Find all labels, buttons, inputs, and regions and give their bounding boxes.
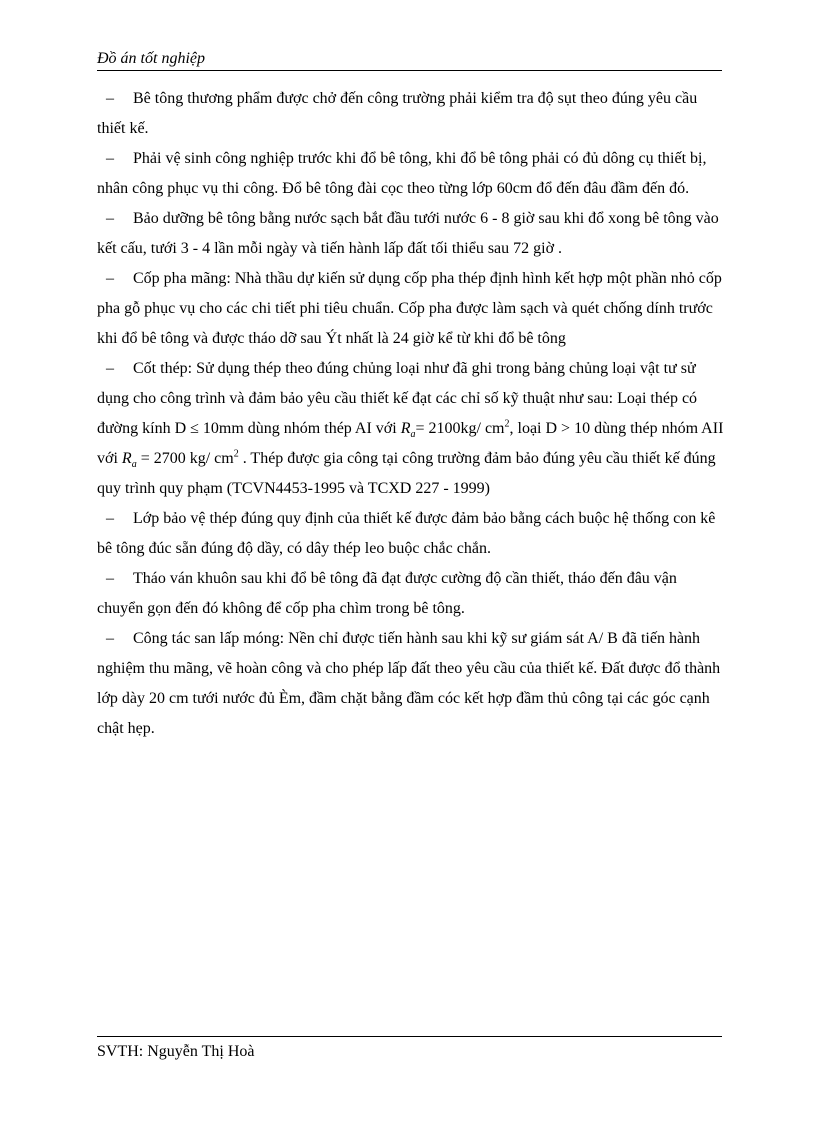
paragraph-text: , loại D > 10 dùng thép nhóm AII với <box>97 420 724 467</box>
paragraph-cover-layer <box>97 504 725 564</box>
bullet-dash: – <box>106 210 114 227</box>
document-body <box>97 84 725 744</box>
header-divider <box>97 70 722 71</box>
superscript: 2 <box>233 448 239 460</box>
paragraph-formwork <box>97 264 725 354</box>
paragraph-text: Tháo ván khuôn sau khi đổ bê tông đã đạt được cường độ cần thiết, tháo đến đâu vận chuyển gọn đến đó không để cốp pha chìm trong bê tông. <box>97 570 677 617</box>
bullet-dash: – <box>106 270 114 287</box>
paragraph-text: Lớp bảo vệ thép đúng quy định của thiết kế được đảm bảo bằng cách buộc hệ thống con kê bê tông đúc sẵn đúng độ dầy, có dây thép leo buộc chắc chắn. <box>97 510 716 557</box>
formula-value-2: = 2700 kg/ cm <box>136 450 234 467</box>
paragraph-concrete-slump <box>97 84 725 144</box>
bullet-dash: – <box>106 150 114 167</box>
paragraph-text: Phải vệ sinh công nghiệp trước khi đổ bê tông, khi đổ bê tông phải có đủ dông cụ thiết bị, nhân công phục vụ thi công. Đổ bê tông đài cọc theo từng lớp 60cm đổ đến đâu đầm đến đó. <box>97 150 707 197</box>
paragraph-text: Cốp pha mãng: Nhà thầu dự kiến sử dụng cốp pha thép định hình kết hợp một phần nhỏ cốp pha gỗ phục vụ cho các chi tiết phi tiêu chuẩn. Cốp pha được làm sạch và quét chống dính trước khi đổ bê tông và được tháo dỡ sau Ýt nhất là 24 giờ kể từ khi đổ bê tông <box>97 270 722 347</box>
paragraph-site-cleaning <box>97 144 725 204</box>
bullet-dash: – <box>106 360 114 377</box>
footer-divider <box>97 1036 722 1037</box>
paragraph-text: Công tác san lấp móng: Nền chỉ được tiến hành sau khi kỹ sư giám sát A/ B đã tiến hành nghiệm thu mãng, vẽ hoàn công và cho phép lấp đất theo yêu cầu của thiết kế. Đất được đổ thành lớp dày 20 cm tưới nước đủ Èm, đầm chặt bằng đầm cóc kết hợp đầm thủ công tại các góc cạnh chật hẹp. <box>97 630 721 737</box>
paragraph-curing <box>97 204 725 264</box>
paragraph-text: . Thép được gia công tại công trường đảm bảo đúng yêu cầu thiết kế đúng quy trình quy phạm (TCVN4453-1995 và TCXD 227 - 1999) <box>97 450 716 497</box>
formula-ra-2: $R_a$ <box>121 450 137 471</box>
paragraph-text: Cốt thép: Sử dụng thép theo đúng chủng loại như đã ghi trong bảng chủng loại vật tư sử dụng cho công trình và đảm bảo yêu cầu thiết kế đạt các chỉ số kỹ thuật như sau: Loại thép có đường kính D ≤ 10mm dùng nhóm thép AI với <box>97 360 698 437</box>
paragraph-text: Bê tông thương phẩm được chở đến công trường phải kiểm tra độ sụt theo đúng yêu cầu thiết kế. <box>97 90 698 137</box>
paragraph-formwork-removal <box>97 564 725 624</box>
paragraph-text: Bảo dưỡng bê tông bằng nước sạch bắt đầu tưới nước 6 - 8 giờ sau khi đổ xong bê tông vào kết cấu, tưới 3 - 4 lần mỗi ngày và tiến hành lấp đất tối thiểu sau 72 giờ . <box>97 210 719 257</box>
bullet-dash: – <box>106 570 114 587</box>
page-footer-student: SVTH: Nguyễn Thị Hoà <box>97 1043 255 1060</box>
formula-value-1: = 2100kg/ cm <box>415 420 505 437</box>
bullet-dash: – <box>106 90 114 107</box>
formula-ra-1: $R_a$ <box>400 420 416 441</box>
superscript: 2 <box>504 418 510 430</box>
bullet-dash: – <box>106 630 114 647</box>
page-header-title: Đồ án tốt nghiệp <box>97 50 205 67</box>
bullet-dash: – <box>106 510 114 527</box>
paragraph-steel <box>97 354 725 504</box>
paragraph-backfill <box>97 624 725 744</box>
